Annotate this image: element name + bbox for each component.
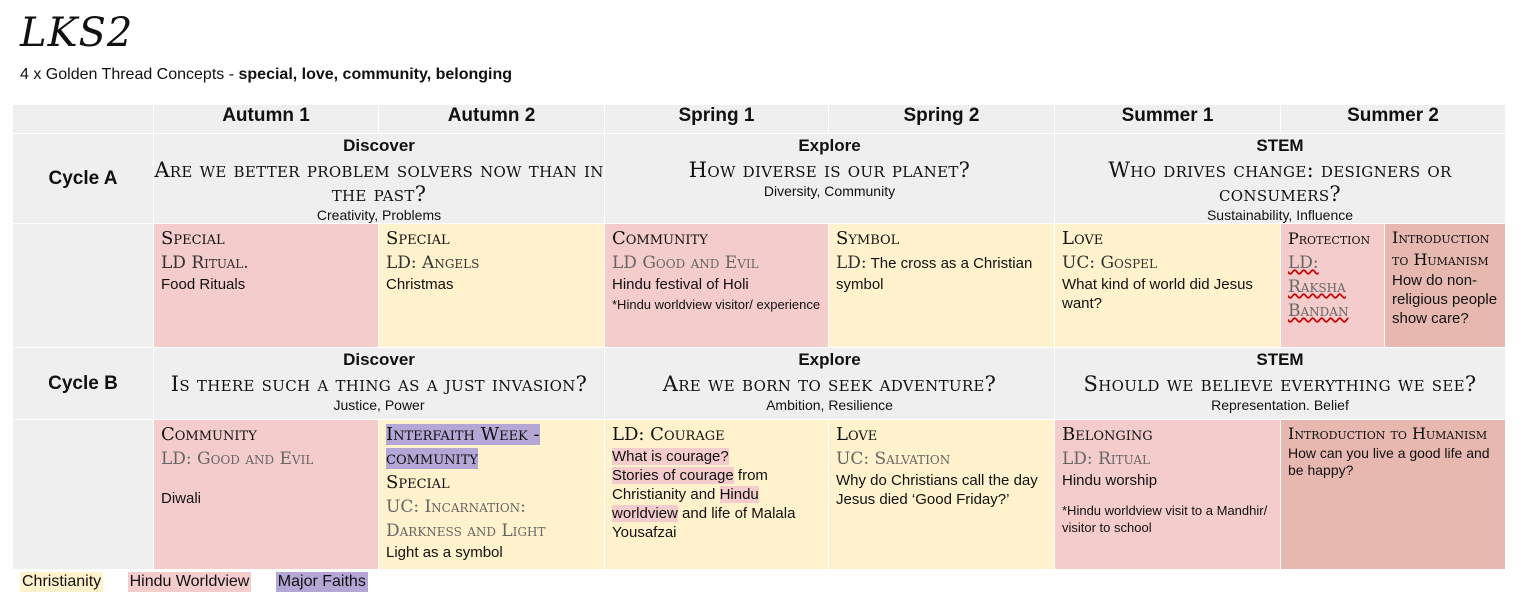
cycle-a-theme-explore [605,134,1055,224]
unit-note: *Hindu worldview visit to a Mandhir/ visitor to school [1062,503,1268,535]
theme-concepts: Ambition, Resilience [766,397,893,413]
header-summer-2: Summer 2 [1281,105,1506,134]
theme-name: Explore [798,350,861,369]
theme-name: Discover [343,136,415,155]
legend-major-faiths: Major Faiths [277,573,366,590]
unit-ld: UC: Salvation [836,449,951,469]
theme-question: Are we better problem solvers now than in the past? [154,158,604,206]
unit-body: Light as a symbol [386,544,503,561]
unit-body: What kind of world did Jesus want? [1062,276,1253,312]
cycle-b-theme-row [13,348,1506,420]
unit-concept: Special [161,228,225,249]
theme-concepts: Representation. Belief [1211,397,1349,413]
cycle-a-theme-row [13,134,1506,224]
unit-ld: UC: Gospel [1062,253,1157,273]
cycle-a-units-blank [13,224,154,348]
unit-body-part: Hindu worldview [612,486,759,522]
unit-cell [1385,224,1506,348]
theme-question: Is there such a thing as a just invasion? [170,372,588,396]
theme-concepts: Sustainability, Influence [1206,207,1354,223]
theme-question: Who drives change: designers or consumers? [1108,158,1452,206]
subtitle-concepts: special, love, community, belonging [238,66,513,83]
header-row [13,105,1506,134]
cycle-b-units-row [13,420,1506,570]
unit-body-part: and life of Malala Yousafzai [612,505,796,541]
unit-body: Why do Christians call the day Jesus died ‘Good Friday?’ [836,472,1038,508]
theme-name: STEM [1256,136,1304,155]
theme-concepts: Justice, Power [333,397,425,413]
page-subtitle [20,66,512,84]
theme-concepts: Creativity, Problems [316,207,442,223]
header-spring-2: Spring 2 [829,105,1055,134]
header-autumn-2: Autumn 2 [379,105,605,134]
unit-body-part: from Christianity and [612,467,768,503]
unit-body: Food Rituals [161,276,246,293]
subtitle-prefix: 4 x Golden Thread Concepts - [20,66,239,83]
cycle-a-label: Cycle A [13,134,154,224]
unit-body: Christmas [386,276,454,293]
cycle-b-theme-discover [154,348,605,420]
unit-cell [379,420,605,570]
unit-concept: Love [1062,228,1104,249]
unit-concept: Special [386,472,450,493]
unit-ld: LD: Good and Evil [161,449,314,469]
unit-concept: Introduction to Humanism [1288,424,1488,443]
unit-note: *Hindu worldview visitor/ experience [612,297,821,312]
unit-concept: Protection [1288,229,1371,248]
cycle-b-theme-explore [605,348,1055,420]
theme-name: Explore [798,136,861,155]
unit-concept: Introduction to Humanism [1392,228,1490,269]
unit-ld: LD: [836,253,867,273]
unit-concept: Love [836,424,878,445]
header-spring-1: Spring 1 [605,105,829,134]
cycle-b-units-blank [13,420,154,570]
unit-cell [1281,420,1506,570]
theme-name: STEM [1256,350,1304,369]
unit-concept: Community [612,228,708,249]
unit-concept: Special [386,228,450,249]
theme-question: Should we believe everything we see? [1083,372,1477,396]
unit-cell [379,224,605,348]
unit-body: How can you live a good life and be happy? [1288,445,1490,478]
unit-ld: LD: Ritual [1062,449,1150,469]
unit-body: Hindu worship [1062,472,1158,489]
curriculum-table [12,104,1506,570]
unit-cell [605,224,829,348]
unit-concept: Belonging [1062,424,1153,445]
unit-ld: LD: Raksha Bandan [1288,253,1349,321]
unit-body: Diwali [161,490,202,507]
unit-body: The cross as a Christian symbol [836,255,1033,293]
unit-ld: LD Good and Evil [612,253,759,273]
unit-ld: LD Ritual. [161,253,249,273]
header-blank [13,105,154,134]
theme-question: Are we born to seek adventure? [662,372,997,396]
unit-body: Hindu festival of Holi [612,276,749,293]
unit-cell [829,420,1055,570]
unit-body-part: Stories of courage [612,467,734,484]
unit-concept: Symbol [836,228,900,249]
unit-concept-highlight: Interfaith Week - community [386,424,540,469]
theme-name: Discover [343,350,415,369]
unit-cell [154,224,379,348]
cycle-a-theme-stem [1055,134,1506,224]
theme-question: How diverse is our planet? [688,158,971,182]
cycle-a-theme-discover [154,134,605,224]
unit-cell [154,420,379,570]
header-summer-1: Summer 1 [1055,105,1281,134]
unit-cell [1055,420,1281,570]
unit-body-part: What is courage? [612,448,729,465]
unit-cell [1281,224,1385,348]
cycle-a-units-row [13,224,1506,348]
unit-body: How do non-religious people show care? [1392,272,1498,327]
unit-cell [829,224,1055,348]
cycle-b-theme-stem [1055,348,1506,420]
legend-christianity: Christianity [22,573,102,590]
legend-hindu-worldview: Hindu Worldview [129,573,250,590]
header-autumn-1: Autumn 1 [154,105,379,134]
cycle-b-label: Cycle B [13,348,154,420]
theme-concepts: Diversity, Community [763,183,896,199]
unit-concept: Community [161,424,257,445]
unit-cell [605,420,829,570]
unit-concept: LD: Courage [612,424,725,445]
unit-ld: UC: Incarnation: Darkness and Light [386,497,546,541]
legend [20,572,388,592]
unit-ld: LD: Angels [386,253,480,273]
page-title: LKS2 [20,10,134,56]
unit-cell [1055,224,1281,348]
